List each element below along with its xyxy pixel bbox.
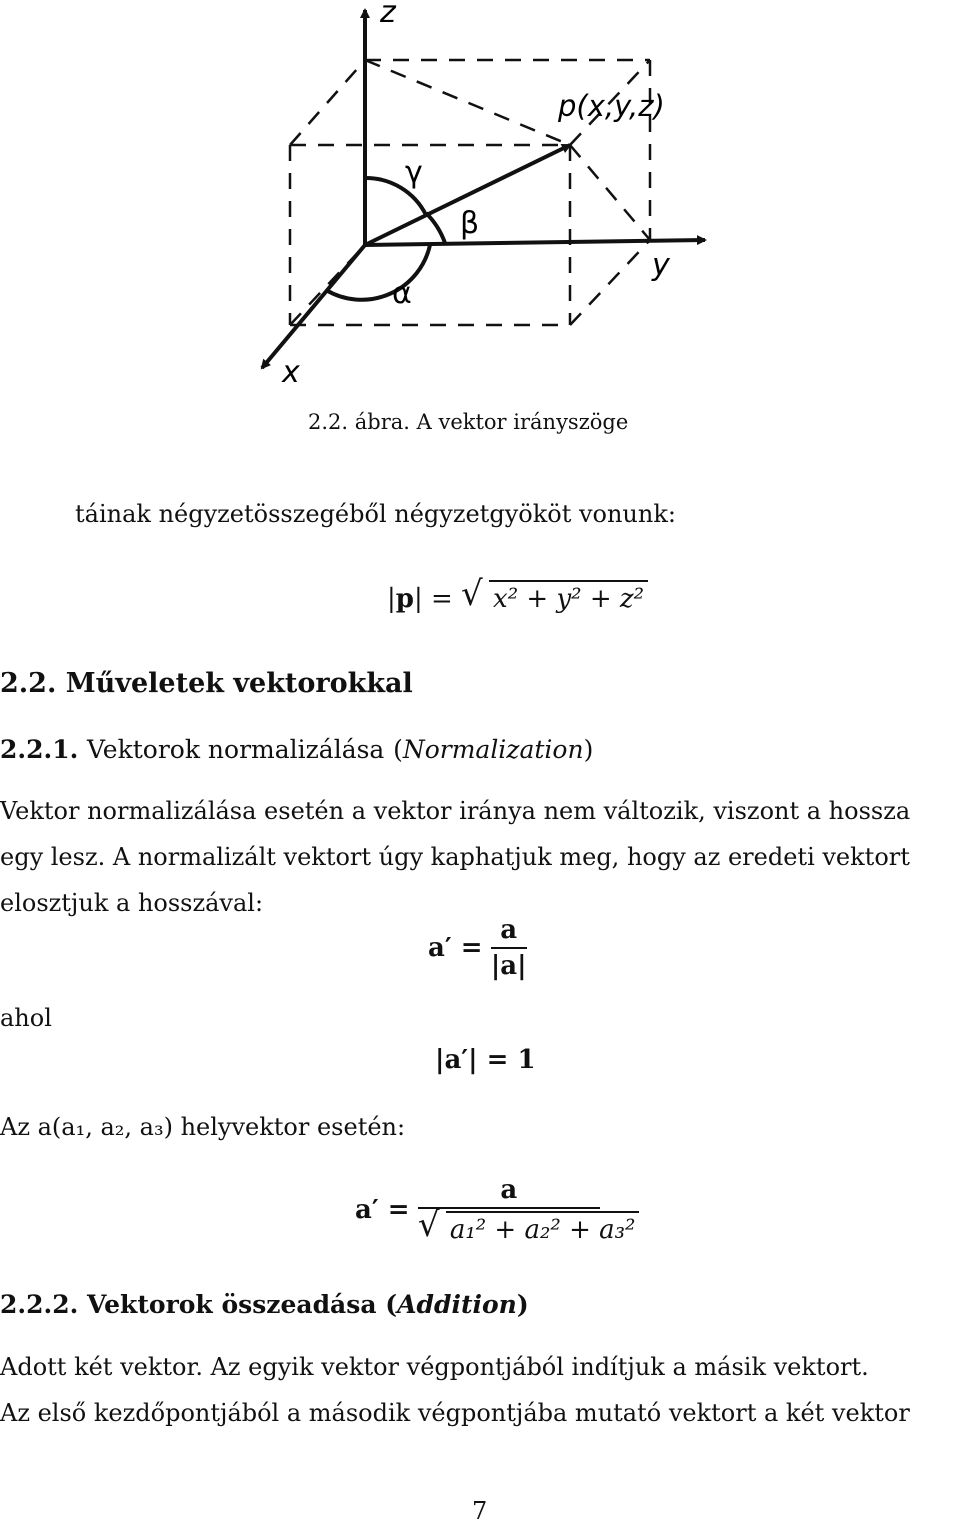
section-title: 2.2. Műveletek vektorokkal: [0, 668, 413, 699]
x-axis: [262, 245, 365, 368]
para2-line2: Az első kezdőpontjából a második végpontjába mutató vektort a két vektor: [0, 1399, 910, 1427]
formula-comp-num: a: [418, 1175, 600, 1209]
formula-comp-fraction: [418, 1175, 640, 1245]
subsection-2-number: 2.2.2.: [0, 1290, 79, 1319]
figure-caption: 2.2. ábra. A vektor irányszöge: [308, 410, 629, 434]
y-axis-label: y: [652, 248, 670, 283]
sqrt-icon: √: [461, 574, 483, 614]
vector-angle-figure: [0, 0, 960, 440]
sqrt-icon: √: [417, 1205, 440, 1245]
z-axis-label: z: [380, 0, 396, 30]
helyvektor-line: Az a(a₁, a₂, a₃) helyvektor esetén:: [0, 1113, 406, 1141]
beta-label: β: [460, 206, 480, 241]
subsection-1-number: 2.2.1.: [0, 735, 79, 764]
subsection-2-heading: 2.2.2. Vektorok összeadása (Addition): [0, 1290, 529, 1319]
para2-line1: Adott két vektor. Az egyik vektor végpontjából indítjuk a másik vektort.: [0, 1353, 869, 1381]
alpha-label: α: [392, 276, 412, 311]
sqrt: [461, 574, 648, 614]
page-number: 7: [472, 1497, 488, 1525]
para1-line1: Vektor normalizálása esetén a vektor iránya nem változik, viszont a hossza: [0, 797, 911, 825]
subsection-2-title: Vektorok összeadása: [87, 1290, 377, 1319]
subsection-1-heading: 2.2.1. Vektorok normalizálása (Normalization): [0, 735, 594, 764]
formula-comp-den: a₁² + a₂² + a₃²: [446, 1211, 640, 1245]
formula-p-radicand: x² + y² + z²: [489, 580, 648, 614]
formula-p-lhs: p: [395, 584, 414, 614]
intro-line: táinak négyzetösszegéből négyzetgyököt vonunk:: [75, 500, 676, 528]
formula-p: |p| = √ x² + y² + z²: [387, 580, 648, 614]
sqrt: [417, 1205, 640, 1245]
ahol-label: ahol: [0, 1004, 52, 1032]
subsection-1-english: Normalization: [402, 735, 584, 764]
formula-comp-lhs: a′ =: [355, 1195, 410, 1225]
x-axis-label: x: [282, 355, 300, 390]
formula-p-eq: =: [430, 584, 453, 614]
formula-unit: |a′| = 1: [435, 1045, 536, 1075]
y-axis: [365, 240, 705, 245]
formula-norm-num: a: [491, 915, 527, 949]
angle-beta-arc: [426, 213, 445, 243]
para1-line2: egy lesz. A normalizált vektort úgy kaphatjuk meg, hogy az eredeti vektort: [0, 843, 910, 871]
subsection-2-english: Addition: [397, 1290, 517, 1319]
formula-comp: [355, 1175, 639, 1245]
gamma-label: γ: [405, 155, 423, 190]
para1-line3: elosztjuk a hosszával:: [0, 889, 264, 917]
formula-norm-lhs: a′ =: [428, 933, 483, 963]
formula-norm-fraction: [491, 915, 527, 981]
formula-norm-den: |a|: [490, 951, 527, 981]
subsection-1-title: Vektorok normalizálása: [87, 735, 385, 764]
formula-comp-den-wrap: [417, 1205, 640, 1245]
point-label: p(x,y,z): [558, 89, 665, 123]
formula-norm: [428, 915, 527, 981]
